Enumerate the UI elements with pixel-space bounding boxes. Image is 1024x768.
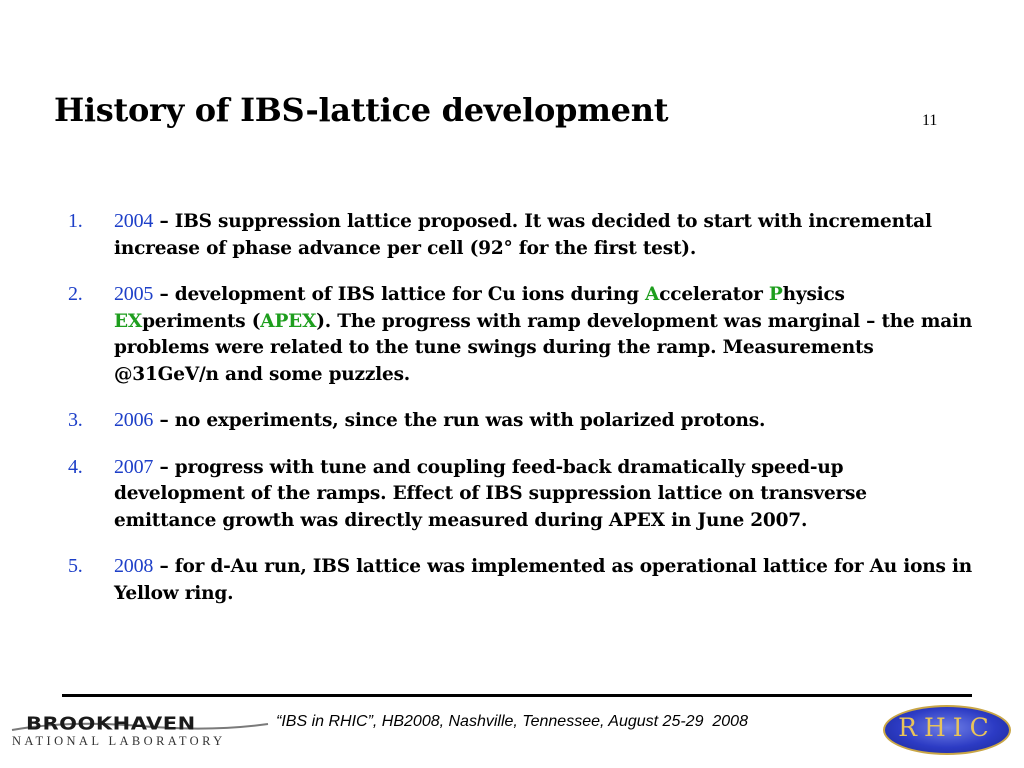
item-number: 3.	[68, 409, 83, 431]
item-year: 2005	[114, 283, 154, 305]
rhic-logo	[883, 705, 1013, 755]
item-year: 2006	[114, 409, 154, 431]
list-item-2008	[68, 553, 973, 607]
item-text: – for d-Au run, IBS lattice was implemented as operational lattice for Au ions in Yellow ring.	[114, 556, 973, 604]
list-item-2007	[68, 454, 973, 535]
highlight-letter: P	[768, 284, 783, 305]
item-number: 2.	[68, 283, 83, 305]
list-item-2004	[68, 208, 973, 262]
footer-divider	[62, 694, 972, 697]
highlight-letter: EX	[114, 310, 143, 332]
history-list	[68, 208, 973, 626]
item-number: 1.	[68, 210, 83, 232]
item-year: 2008	[114, 555, 154, 577]
item-year: 2004	[114, 210, 154, 232]
item-text: – progress with tune and coupling feed-back dramatically speed-up development of the ramps. Effect of IBS suppression lattice on transverse emittance growth was directly measured during APEX in June 2007.	[114, 456, 867, 531]
item-number: 4.	[68, 455, 83, 478]
brookhaven-logo-word: BROOKHAVEN	[26, 713, 196, 734]
item-text: ccelerator	[659, 284, 769, 305]
item-text: – IBS suppression lattice proposed. It was decided to start with incremental increase of phase advance per cell (92° for the first test).	[114, 211, 932, 259]
list-item-2006	[68, 407, 973, 435]
item-number: 5.	[68, 555, 83, 577]
brookhaven-logo	[10, 714, 272, 750]
item-year: 2007	[114, 455, 154, 478]
slide-number: 11	[922, 112, 938, 129]
slide-title: History of IBS-lattice development	[54, 91, 669, 129]
item-text: periments (	[142, 310, 261, 332]
highlight-acronym: APEX	[260, 310, 317, 332]
rhic-logo-text: RHIC	[898, 713, 996, 742]
footer-citation: “IBS in RHIC”, HB2008, Nashville, Tennessee, August 25-29 2008	[276, 713, 748, 730]
item-text: ). The progress with ramp development was marginal – the main problems were related to the tune swings during the ramp. Measurements @31GeV/n and some puzzles.	[114, 310, 973, 385]
item-text: – development of IBS lattice for Cu ions during	[153, 284, 646, 305]
brookhaven-logo-subtitle: NATIONAL LABORATORY	[12, 734, 226, 748]
highlight-letter: A	[645, 284, 660, 305]
item-text: hysics	[782, 284, 845, 305]
list-item-2005	[68, 281, 973, 388]
item-text: – no experiments, since the run was with polarized protons.	[153, 410, 766, 431]
